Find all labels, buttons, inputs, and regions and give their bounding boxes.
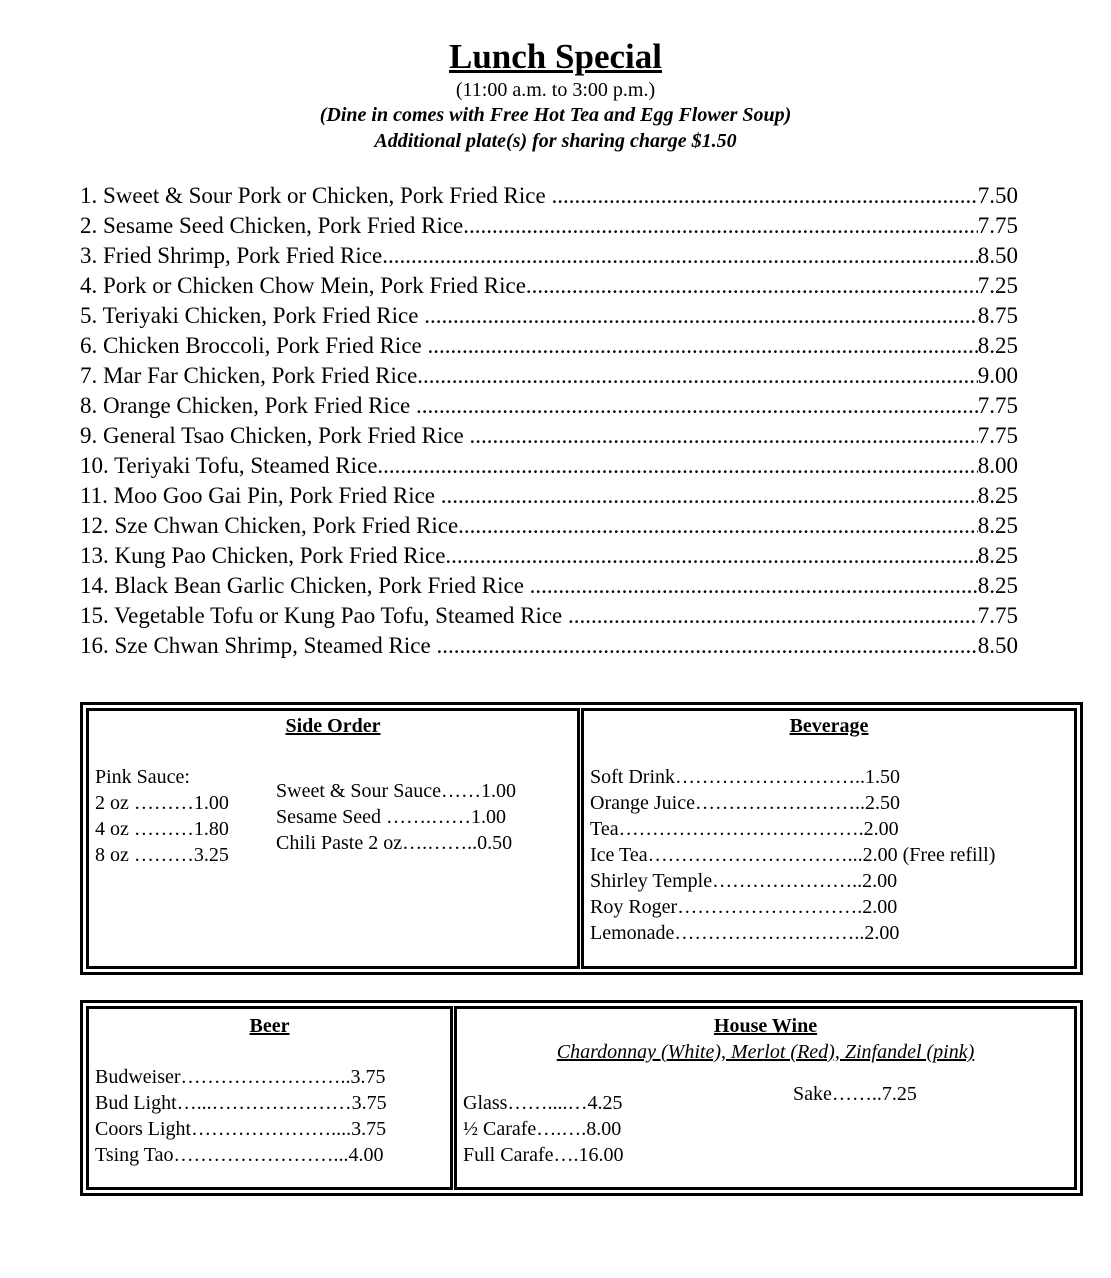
menu-item-price: 7.25 <box>977 273 1018 298</box>
menu-item-name: 8. Orange Chicken, Pork Fried Rice <box>80 393 416 418</box>
menu-item-price: 8.50 <box>977 633 1018 658</box>
beverage-ice-tea: Ice Tea…………………………...2.00 (Free refill) <box>590 844 996 866</box>
menu-item-price: 8.50 <box>977 243 1018 268</box>
menu-item <box>80 241 1018 271</box>
menu-item-name: 13. Kung Pao Chicken, Pork Fried Rice <box>80 543 446 568</box>
menu-item-name: 9. General Tsao Chicken, Pork Fried Rice <box>80 423 470 448</box>
sake: Sake……..7.25 <box>793 1083 917 1105</box>
wine-full-carafe: Full Carafe….16.00 <box>463 1144 624 1166</box>
menu-item-name: 5. Teriyaki Chicken, Pork Fried Rice <box>80 303 425 328</box>
sesame-seed: Sesame Seed …….……1.00 <box>276 806 506 828</box>
menu-item <box>80 631 1018 661</box>
wine-half-carafe: ½ Carafe….….8.00 <box>463 1118 622 1140</box>
house-wine-title: House Wine <box>713 1015 818 1037</box>
menu-item-price: 8.25 <box>977 333 1018 358</box>
menu-item <box>80 361 1018 391</box>
menu-item-price: 7.50 <box>977 183 1018 208</box>
menu-item-name: 4. Pork or Chicken Chow Mein, Pork Fried Rice <box>80 273 526 298</box>
dot-leader <box>428 331 978 361</box>
pink-sauce-4oz: 4 oz ………1.80 <box>95 818 229 840</box>
menu-item-name: 1. Sweet & Sour Pork or Chicken, Pork Fried Rice <box>80 183 552 208</box>
beverage-panel <box>581 708 1077 969</box>
pink-sauce-8oz: 8 oz ………3.25 <box>95 844 229 866</box>
beer-wine-box <box>80 1000 1083 1196</box>
sharing-charge-note: Additional plate(s) for sharing charge $1.50 <box>374 130 737 152</box>
menu-header <box>0 36 1111 154</box>
menu-item <box>80 541 1018 571</box>
beverage-tea: Tea……………………………….2.00 <box>590 818 899 840</box>
menu-item-name: 2. Sesame Seed Chicken, Pork Fried Rice <box>80 213 464 238</box>
page-title: Lunch Special <box>449 37 662 76</box>
lunch-hours: (11:00 a.m. to 3:00 p.m.) <box>455 79 656 101</box>
dot-leader <box>416 391 978 421</box>
dot-leader <box>530 571 978 601</box>
menu-item-price: 9.00 <box>977 363 1018 388</box>
pink-sauce-2oz: 2 oz ………1.00 <box>95 792 229 814</box>
menu-item <box>80 271 1018 301</box>
beer-coors-light: Coors Light…………………....3.75 <box>95 1118 387 1140</box>
dot-leader <box>463 211 977 241</box>
side-order-title: Side Order <box>285 715 381 737</box>
beverage-title: Beverage <box>789 715 869 737</box>
menu-item-price: 8.75 <box>977 303 1018 328</box>
beverage-roy-roger: Roy Roger……………………….2.00 <box>590 896 898 918</box>
menu-item-name: 14. Black Bean Garlic Chicken, Pork Fried Rice <box>80 573 530 598</box>
menu-item <box>80 301 1018 331</box>
menu-item-name: 15. Vegetable Tofu or Kung Pao Tofu, Steamed Rice <box>80 603 568 628</box>
menu-item <box>80 601 1018 631</box>
menu-item-name: 6. Chicken Broccoli, Pork Fried Rice <box>80 333 428 358</box>
beer-budweiser: Budweiser……………………..3.75 <box>95 1066 386 1088</box>
beer-tsing-tao: Tsing Tao……………………...4.00 <box>95 1144 384 1166</box>
beer-bud-light: Bud Light…...…………………3.75 <box>95 1092 387 1114</box>
menu-item-name: 16. Sze Chwan Shrimp, Steamed Rice <box>80 633 437 658</box>
beer-title: Beer <box>249 1015 290 1037</box>
beverage-soft-drink: Soft Drink………………………..1.50 <box>590 766 900 788</box>
dot-leader <box>417 361 977 391</box>
menu-item <box>80 181 1018 211</box>
dot-leader <box>382 241 978 271</box>
sweet-sour-sauce: Sweet & Sour Sauce……1.00 <box>276 780 516 802</box>
dot-leader <box>377 451 977 481</box>
beer-panel <box>86 1006 453 1190</box>
menu-item-price: 8.25 <box>977 483 1018 508</box>
dot-leader <box>458 511 978 541</box>
menu-item-price: 8.00 <box>977 453 1018 478</box>
menu-item-name: 12. Sze Chwan Chicken, Pork Fried Rice <box>80 513 459 538</box>
dot-leader <box>445 541 977 571</box>
menu-item <box>80 511 1018 541</box>
lunch-menu-list <box>80 181 1018 661</box>
beverage-lemonade: Lemonade………………………..2.00 <box>590 922 900 944</box>
dot-leader <box>470 421 978 451</box>
dot-leader <box>526 271 978 301</box>
menu-item <box>80 451 1018 481</box>
dot-leader <box>424 301 978 331</box>
menu-item-price: 8.25 <box>977 573 1018 598</box>
dot-leader <box>568 601 978 631</box>
menu-item-price: 7.75 <box>977 423 1018 448</box>
menu-item-name: 3. Fried Shrimp, Pork Fried Rice <box>80 243 383 268</box>
menu-item-name: 10. Teriyaki Tofu, Steamed Rice <box>80 453 378 478</box>
menu-item <box>80 421 1018 451</box>
side-beverage-box <box>80 702 1083 975</box>
menu-item-price: 8.25 <box>977 513 1018 538</box>
menu-item-price: 7.75 <box>977 603 1018 628</box>
chili-paste: Chili Paste 2 oz….……..0.50 <box>276 832 513 854</box>
dot-leader <box>441 481 978 511</box>
menu-item-price: 8.25 <box>977 543 1018 568</box>
menu-item <box>80 571 1018 601</box>
menu-item <box>80 391 1018 421</box>
menu-item <box>80 481 1018 511</box>
beverage-orange-juice: Orange Juice……………………..2.50 <box>590 792 900 814</box>
house-wine-panel <box>454 1006 1077 1190</box>
beverage-shirley-temple: Shirley Temple…………………..2.00 <box>590 870 898 892</box>
side-order-panel <box>86 708 580 969</box>
menu-item-price: 7.75 <box>977 393 1018 418</box>
wine-glass: Glass……....…4.25 <box>463 1092 623 1114</box>
pink-sauce-label: Pink Sauce: <box>95 766 190 788</box>
dot-leader <box>436 631 977 661</box>
menu-item-name: 11. Moo Goo Gai Pin, Pork Fried Rice <box>80 483 441 508</box>
dot-leader <box>551 181 977 211</box>
wine-varieties: Chardonnay (White), Merlot (Red), Zinfandel (pink) <box>556 1041 975 1063</box>
menu-item <box>80 211 1018 241</box>
menu-item <box>80 331 1018 361</box>
menu-item-name: 7. Mar Far Chicken, Pork Fried Rice <box>80 363 418 388</box>
menu-item-price: 7.75 <box>977 213 1018 238</box>
dine-in-note: (Dine in comes with Free Hot Tea and Egg Flower Soup) <box>319 104 792 126</box>
